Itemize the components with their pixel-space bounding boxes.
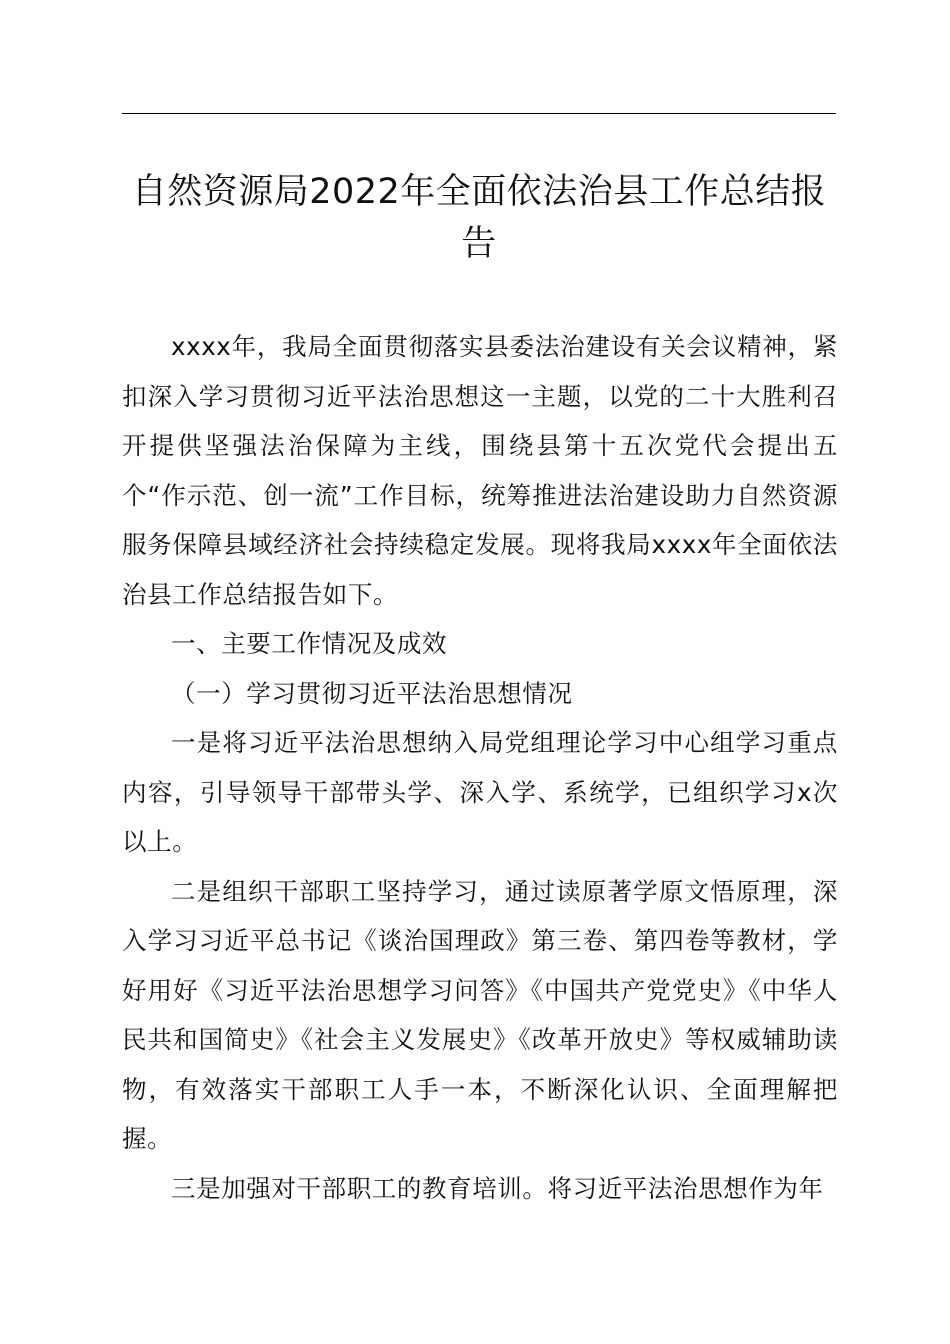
paragraph-item-1: 一是将习近平法治思想纳入局党组理论学习中心组学习重点内容，引导领导干部带头学、深入学、系统学，已组织学习x次以上。 [122,728,838,856]
paragraph-item-3: 三是加强对干部职工的教育培训。将习近平法治思想作为年 [171,1173,824,1203]
document-body [122,322,838,1213]
paragraph-item-2: 二是组织干部职工坚持学习，通过读原著学原文悟原理，深入学习习近平总书记《谈治国理政》第三卷、第四卷等教材，学好用好《习近平法治思想学习问答》《中国共产党党史》《中华人民共和国简史》《社会主义发展史》《改革开放史》等权威辅助读物，有效落实干部职工人手一本，不断深化认识、全面理解把握。 [122,876,838,1153]
paragraph-intro: xxxx年，我局全面贯彻落实县委法治建设有关会议精神，紧扣深入学习贯彻习近平法治思想这一主题，以党的二十大胜利召开提供坚强法治保障为主线，围绕县第十五次党代会提出五个“作示范、创一流”工作目标，统筹推进法治建设助力自然资源服务保障县域经济社会持续稳定发展。现将我局xxxx年全面依法治县工作总结报告如下。 [122,332,838,609]
document-title: 自然资源局2022年全面依法治县工作总结报告 [131,172,827,264]
heading-subsection-1: （一）学习贯彻习近平法治思想情况 [171,678,573,708]
header-rule [122,113,836,114]
heading-section-1: 一、主要工作情况及成效 [171,629,448,658]
